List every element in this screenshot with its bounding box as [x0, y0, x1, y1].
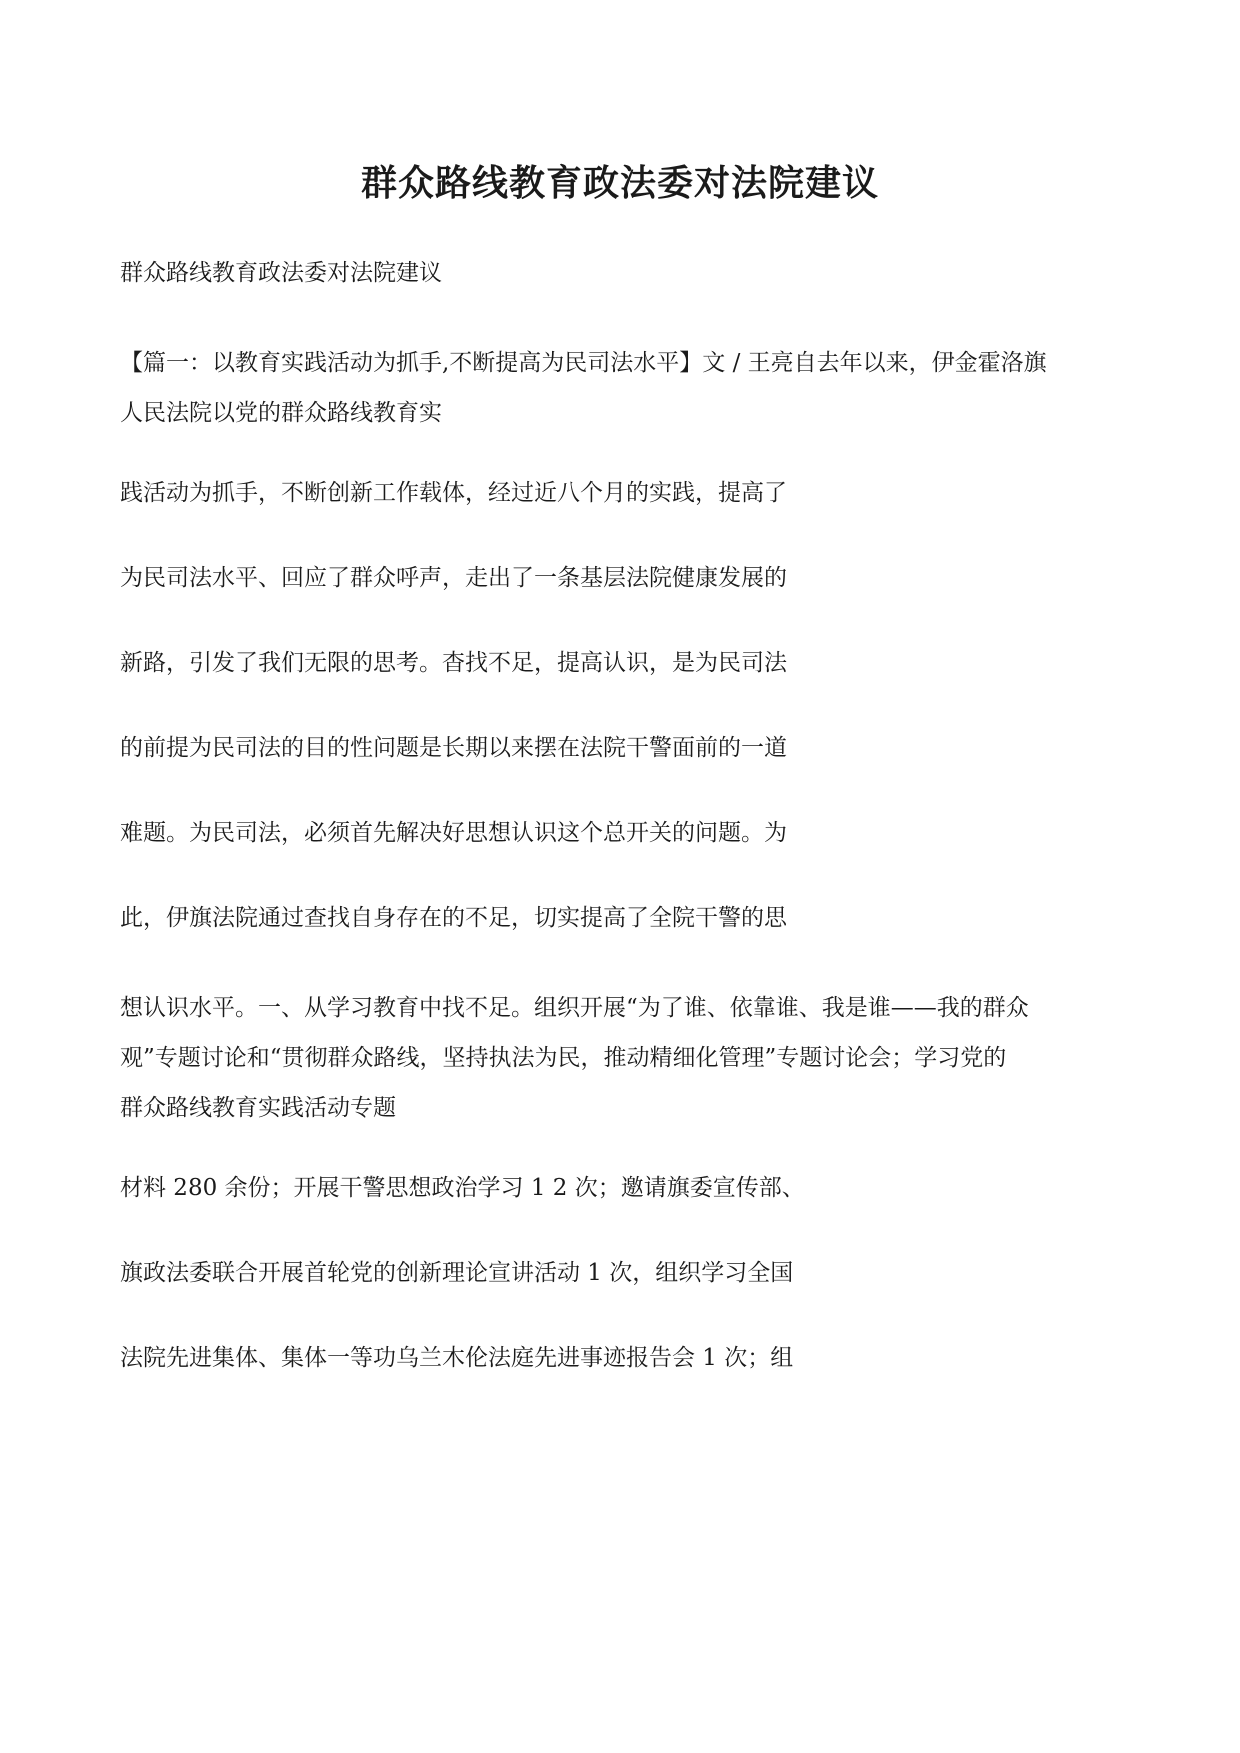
paragraph-line: 难题。为民司法，必须首先解决好思想认识这个总开关的问题。为 [120, 820, 787, 846]
paragraph-line: 新路，引发了我们无限的思考。杳找不足，提高认识，是为民司法 [120, 650, 787, 676]
paragraph-line: 人民法院以党的群众路线教育实 [120, 400, 442, 426]
paragraph-line: 的前提为民司法的目的性问题是长期以来摆在法院干警面前的一道 [120, 735, 787, 761]
paragraph-line: 群众路线教育实践活动专题 [120, 1095, 396, 1121]
document-subtitle: 群众路线教育政法委对法院建议 [120, 260, 442, 286]
paragraph-line: 材料 280 余份；开展干警思想政治学习 1 2 次；邀请旗委宣传部、 [120, 1175, 805, 1201]
paragraph-line: 为民司法水平、回应了群众呼声，走出了一条基层法院健康发展的 [120, 565, 787, 591]
paragraph-line: 想认识水平。一、从学习教育中找不足。组织开展“为了谁、依靠谁、我是谁——我的群众 [120, 995, 1029, 1021]
paragraph-study [120, 983, 1130, 1133]
document-title: 群众路线教育政法委对法院建议 [360, 162, 879, 204]
paragraph-line: 此，伊旗法院通过查找自身存在的不足，切实提高了全院干警的思 [120, 905, 787, 931]
paragraph-intro [120, 338, 1130, 438]
paragraph-line: 【篇一：以教育实践活动为抓手,不断提高为民司法水平】文 / 王亮自去年以来，伊金霍洛旗 [120, 350, 1047, 376]
paragraph-line: 旗政法委联合开展首轮党的创新理论宣讲活动 1 次，组织学习全国 [120, 1260, 794, 1286]
paragraph-line: 法院先进集体、集体一等功乌兰木伦法庭先进事迹报告会 1 次；组 [120, 1345, 794, 1371]
paragraph-line: 观”专题讨论和“贯彻群众路线，坚持执法为民，推动精细化管理”专题讨论会；学习党的 [120, 1045, 1007, 1071]
paragraph-line: 践活动为抓手，不断创新工作载体，经过近八个月的实践，提高了 [120, 480, 787, 506]
